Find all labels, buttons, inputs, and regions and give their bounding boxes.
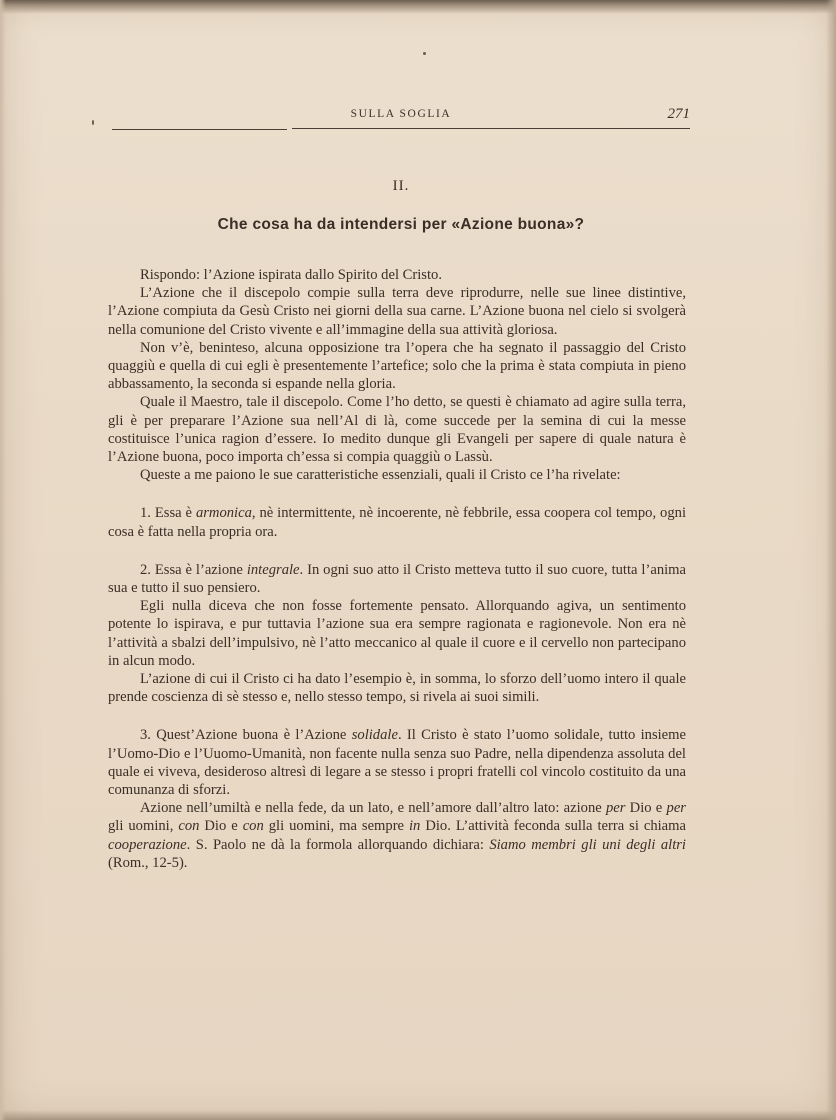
paragraph: L’Azione che il discepolo compie sulla terra deve riprodurre, nelle sue linee distintive, l’Azione compiuta da Gesù Cristo nei giorni della sua carne. L’Azione buona nel cielo si svolgerà nella comunione del Cristo vivente e all’immagine della sua attività gloriosa.: [108, 285, 686, 338]
numbered-item-2: [108, 561, 686, 597]
paragraph: Egli nulla diceva che non fosse fortemente pensato. Allorquando agiva, un sentimento potente lo ispirava, e pur tuttavia l’azione sua era sempre ragionata e ragionevole. Non era nè l’attività a sbalzi dell’impulsivo, nè l’atto meccanico al quale il cuore e il cervello non partecipano in alcun modo.: [108, 598, 686, 669]
text-run: . S. Paolo ne dà la formola allorquando dichiara:: [186, 836, 490, 853]
paper-spot: [423, 52, 426, 55]
page-left-edge: [0, 0, 6, 1120]
emphasis: con: [178, 818, 200, 835]
item-emphasis: solidale: [351, 727, 398, 744]
text-run: Azione nell’umiltà e nella fede, da un lato, e nell’amore dall’altro lato: azione: [140, 800, 606, 817]
item-emphasis: integrale: [246, 561, 300, 578]
emphasis: per: [666, 800, 686, 817]
numbered-item-3: [108, 726, 686, 799]
running-head: [112, 108, 690, 130]
paragraph: [108, 799, 686, 872]
text-run: gli uomini,: [108, 818, 179, 835]
text-run: gli uomini, ma sempre: [263, 818, 409, 835]
text-run: Dio e: [625, 800, 667, 817]
item-emphasis: armonica: [195, 505, 252, 522]
chapter-title: Che cosa ha da intendersi per «Azione buona»?: [217, 216, 585, 233]
item-text: 2. Essa è l’azione: [140, 561, 247, 578]
header-rule-right: [292, 128, 690, 129]
text-run: (Rom., 12-5).: [108, 854, 188, 871]
page-bottom-edge: [0, 1110, 836, 1120]
emphasis: cooperazione: [108, 836, 187, 853]
page-top-edge: [0, 0, 836, 14]
running-title: SULLA SOGLIA: [350, 108, 452, 120]
header-rule-left: [112, 129, 287, 130]
paragraph: Rispondo: l’Azione ispirata dallo Spirito del Cristo.: [140, 267, 442, 283]
item-text: 3. Quest’Azione buona è l’Azione: [140, 727, 352, 744]
item-text: 1. Essa è: [140, 505, 196, 522]
page-right-edge: [826, 0, 836, 1120]
paragraph: L’azione di cui il Cristo ci ha dato l’esempio è, in somma, lo sforzo dell’uomo intero il quale prende coscienza di sè stesso e, nello stesso tempo, si rivela ai suoi simili.: [108, 671, 686, 706]
text-run: Dio. L’attività feconda sulla terra si chiama: [420, 818, 686, 835]
numbered-item-1: [108, 504, 686, 540]
item-text: . In ogni suo atto il Cristo metteva tutto il suo cuore, tutta l’anima sua e tutto il suo pensiero.: [108, 561, 686, 597]
emphasis: Siamo membri gli uni degli altri: [489, 836, 686, 853]
paragraph: Quale il Maestro, tale il discepolo. Come l’ho detto, se questi è chiamato ad agire sulla terra, gli è per preparare l’Azione sua nell’Al di là, come succede per la semina di cui la messe costituisce l’unica ragion d’essere. Io medito dunque gli Evangeli per sapere di quale natura è l’Azione buona, poco importa ch’essa si compia quaggiù o Lassù.: [108, 394, 686, 466]
item-text: , nè intermittente, nè incoerente, nè febbrile, essa coopera col tempo, ogni cosa è fatta nella propria ora.: [108, 505, 686, 540]
paper-spot: [92, 120, 94, 125]
emphasis: per: [605, 800, 626, 817]
page-number: 271: [667, 106, 690, 122]
chapter-number: II.: [392, 178, 410, 194]
paragraph: Queste a me paiono le sue caratteristiche essenziali, quali il Cristo ce l’ha rivelate:: [140, 467, 621, 484]
item-text: . Il Cristo è stato l’uomo solidale, tutto insieme l’Uomo-Dio e l’Uuomo-Umanità, non facente nulla senza suo Padre, nella dipendenza assoluta del quale ei viveva, desideroso altresì di legare a se stesso i propri fratelli col vincolo costituito da una comunanza di sforzi.: [108, 727, 686, 799]
paragraph: Non v’è, beninteso, alcuna opposizione tra l’opera che ha segnato il passaggio del Cristo quaggiù e quella di cui egli è presentemente l’artefice; solo che la prima è stata compiuta in pieno abbassamento, la seconda si espande nella gloria.: [108, 339, 686, 393]
emphasis: con: [242, 818, 264, 835]
emphasis: in: [409, 818, 421, 835]
text-run: Dio e: [199, 818, 243, 835]
body-text: [108, 266, 686, 872]
